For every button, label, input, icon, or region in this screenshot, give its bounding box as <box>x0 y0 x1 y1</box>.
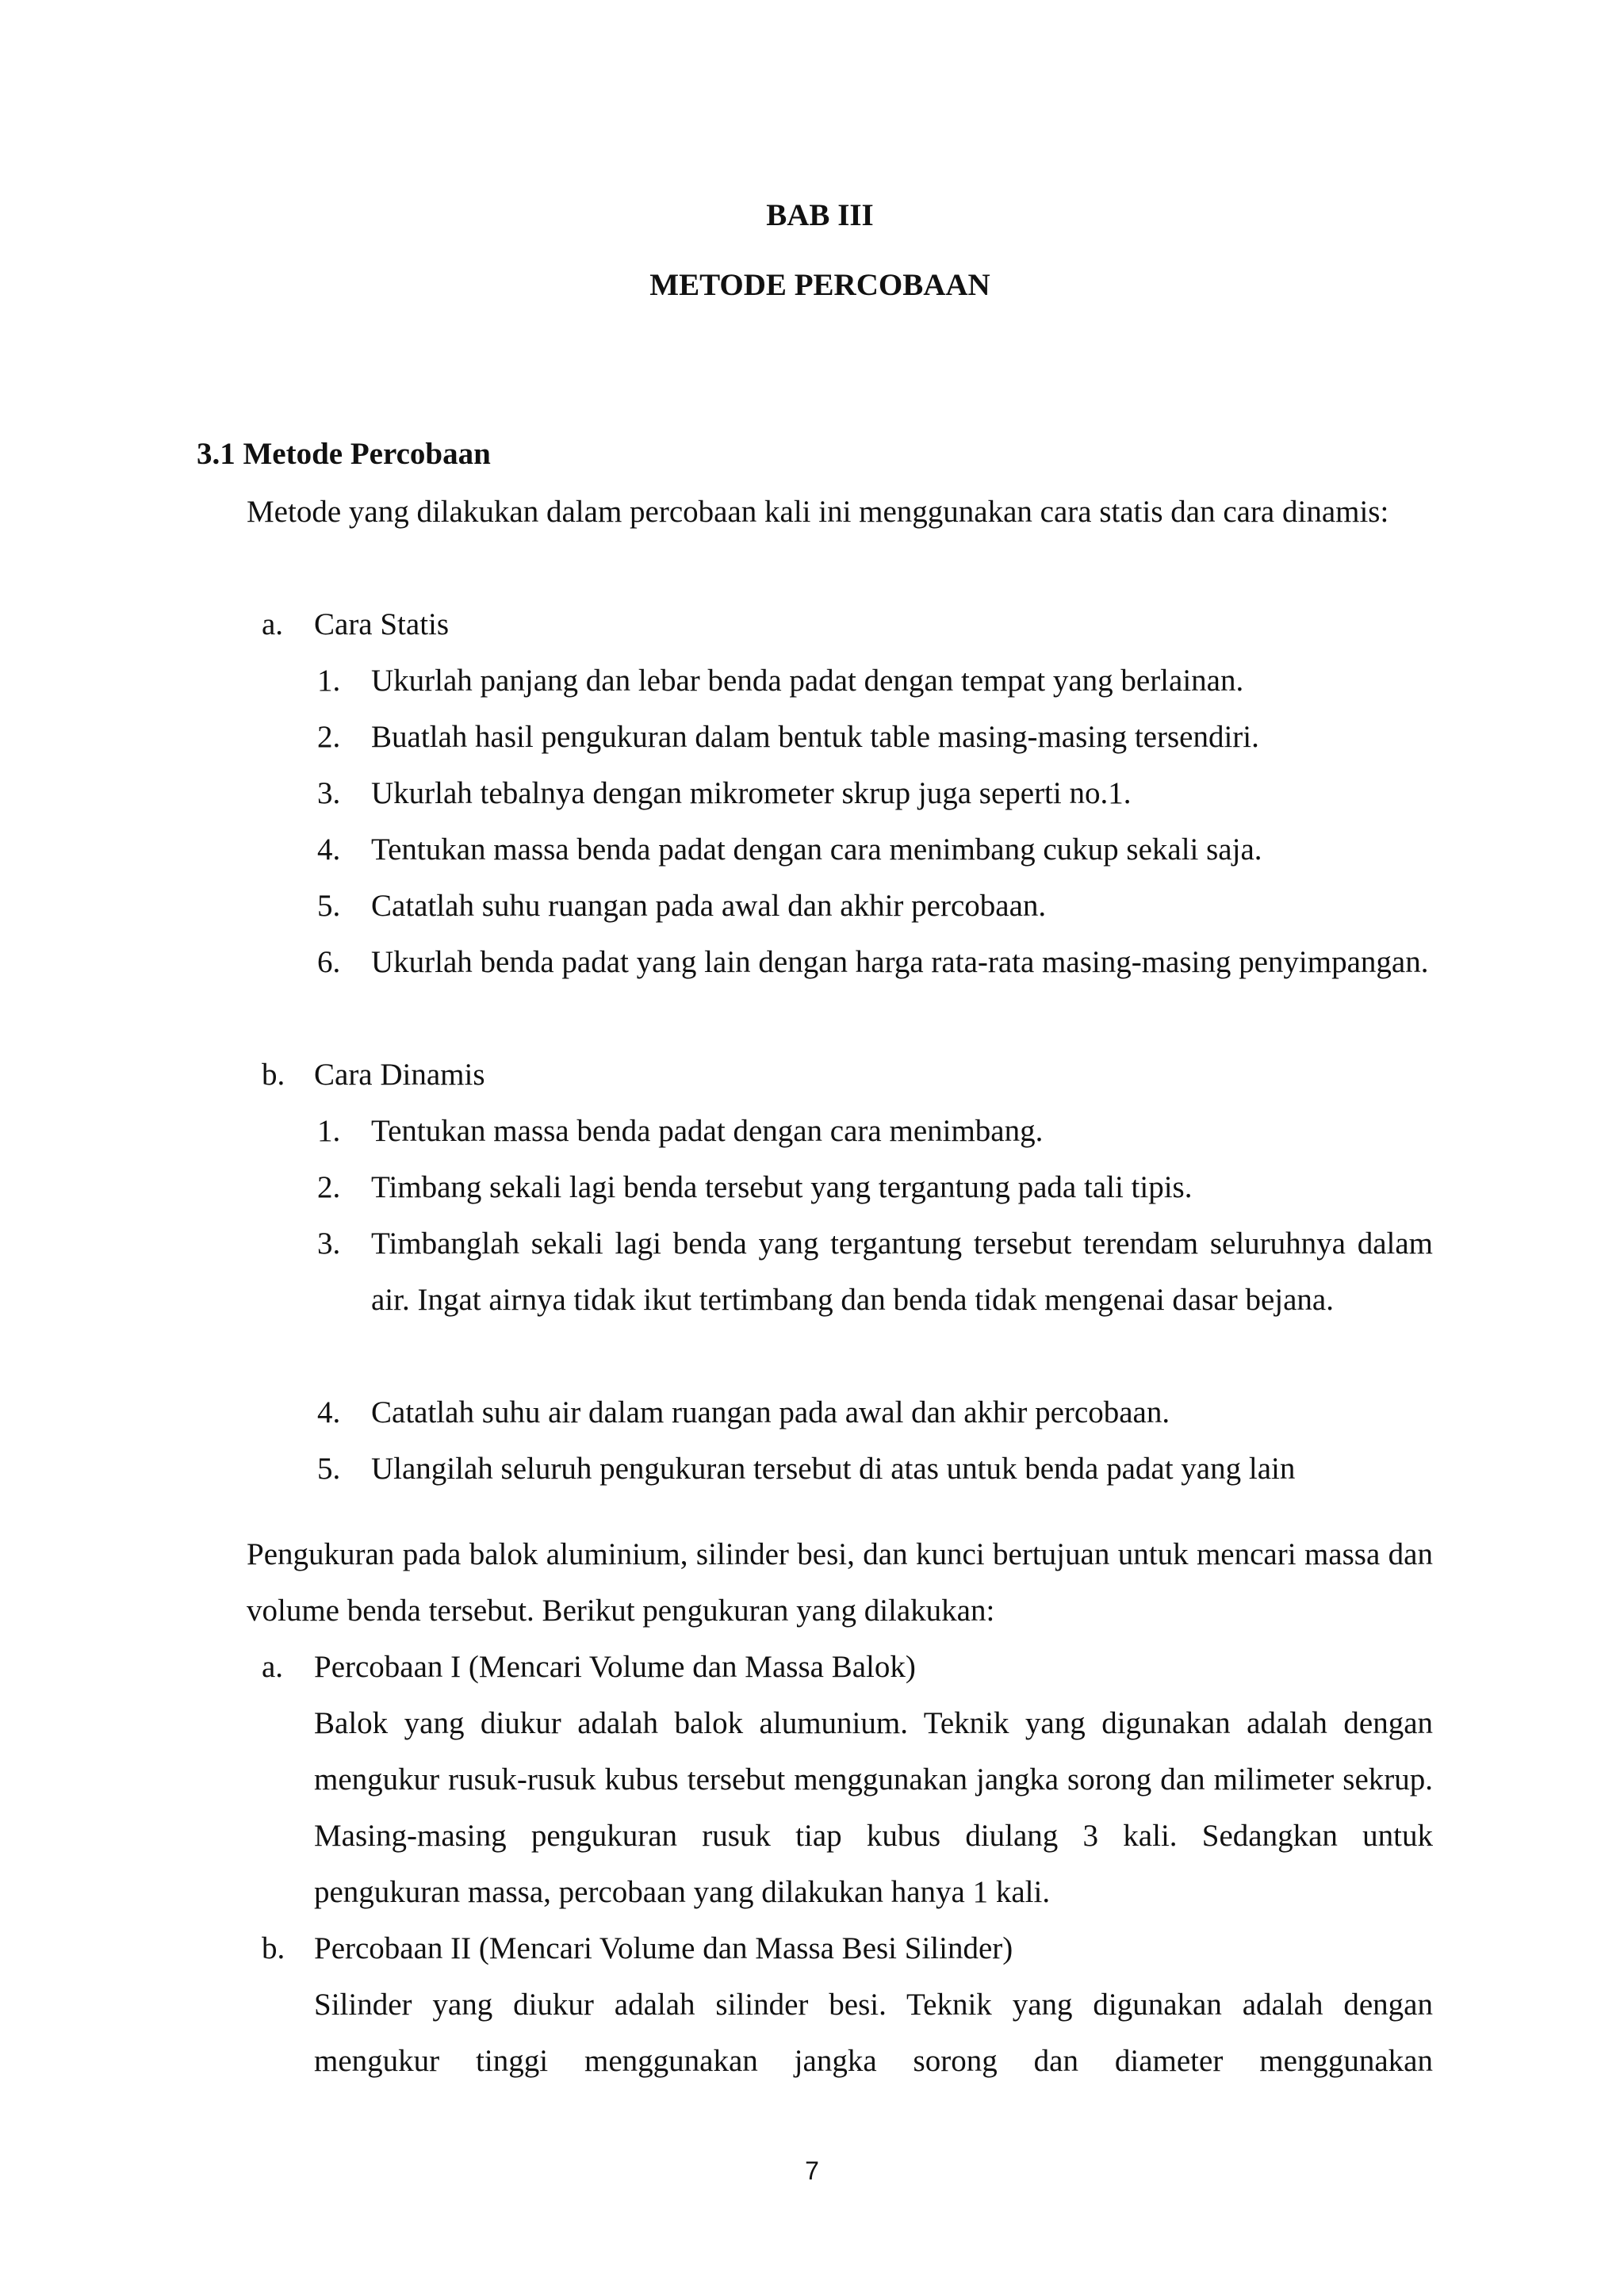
step-text: Tentukan massa benda padat dengan cara menimbang cukup sekali saja. <box>371 832 1262 867</box>
step-number: 6. <box>317 945 341 979</box>
chapter-heading: BAB III <box>766 198 874 232</box>
page-number: 7 <box>805 2156 819 2185</box>
step-number: 1. <box>317 664 341 698</box>
step-number: 4. <box>317 832 341 867</box>
step-number: 4. <box>317 1395 341 1429</box>
step-number: 5. <box>317 1452 341 1486</box>
step-text: Catatlah suhu air dalam ruangan pada awal dan akhir percobaan. <box>371 1395 1170 1429</box>
step-number: 5. <box>317 889 341 923</box>
step-text: Ukurlah benda padat yang lain dengan harga rata-rata masing-masing penyimpangan. <box>371 945 1429 979</box>
experiment-1-description: Balok yang diukur adalah balok alumunium. Teknik yang digunakan adalah dengan mengukur rusuk-rusuk kubus tersebut menggunakan jangka sorong dan milimeter sekrup. Masing-masing pengukuran rusuk tiap kubus diulang 3 kali. Sedangkan untuk pengukuran massa, percobaan yang dilakukan hanya 1 kali. <box>314 1706 1433 1909</box>
section-heading: 3.1 Metode Percobaan <box>197 437 491 471</box>
step-text: Buatlah hasil pengukuran dalam bentuk table masing-masing tersendiri. <box>371 720 1259 754</box>
intro-paragraph: Metode yang dilakukan dalam percobaan kali ini menggunakan cara statis dan cara dinamis: <box>247 495 1389 529</box>
step-number: 2. <box>317 720 341 754</box>
step-text: Catatlah suhu ruangan pada awal dan akhir percobaan. <box>371 889 1047 923</box>
step-text: Ukurlah tebalnya dengan mikrometer skrup juga seperti no.1. <box>371 776 1132 810</box>
step-number: 2. <box>317 1170 341 1204</box>
list-label: Cara Statis <box>314 607 450 641</box>
step-number: 1. <box>317 1114 341 1148</box>
step-text: Ulangilah seluruh pengukuran tersebut di atas untuk benda padat yang lain <box>371 1452 1296 1486</box>
list-marker: a. <box>262 607 284 641</box>
step-text: Tentukan massa benda padat dengan cara menimbang. <box>371 1114 1044 1148</box>
step-text: Timbanglah sekali lagi benda yang tergantung tersebut terendam seluruhnya dalam air. Ingat airnya tidak ikut tertimbang dan benda tidak mengenai dasar bejana. <box>371 1226 1433 1317</box>
step-number: 3. <box>317 776 341 810</box>
list-marker: b. <box>262 1058 285 1092</box>
step-number: 3. <box>317 1226 341 1261</box>
measurement-intro-paragraph: Pengukuran pada balok aluminium, silinder besi, dan kunci bertujuan untuk mencari massa dan volume benda tersebut. Berikut pengukuran yang dilakukan: <box>247 1537 1433 1628</box>
step-text: Ukurlah panjang dan lebar benda padat dengan tempat yang berlainan. <box>371 664 1244 698</box>
list-marker: a. <box>262 1650 284 1684</box>
list-marker: b. <box>262 1931 285 1965</box>
chapter-title: METODE PERCOBAAN <box>649 268 990 302</box>
list-label: Cara Dinamis <box>314 1058 485 1092</box>
list-label: Percobaan I (Mencari Volume dan Massa Balok) <box>314 1650 916 1684</box>
experiment-2-description: Silinder yang diukur adalah silinder besi. Teknik yang digunakan adalah dengan mengukur tinggi menggunakan jangka sorong dan diameter menggunakan <box>314 1988 1433 2078</box>
step-text: Timbang sekali lagi benda tersebut yang tergantung pada tali tipis. <box>371 1170 1193 1204</box>
list-label: Percobaan II (Mencari Volume dan Massa Besi Silinder) <box>314 1931 1013 1965</box>
